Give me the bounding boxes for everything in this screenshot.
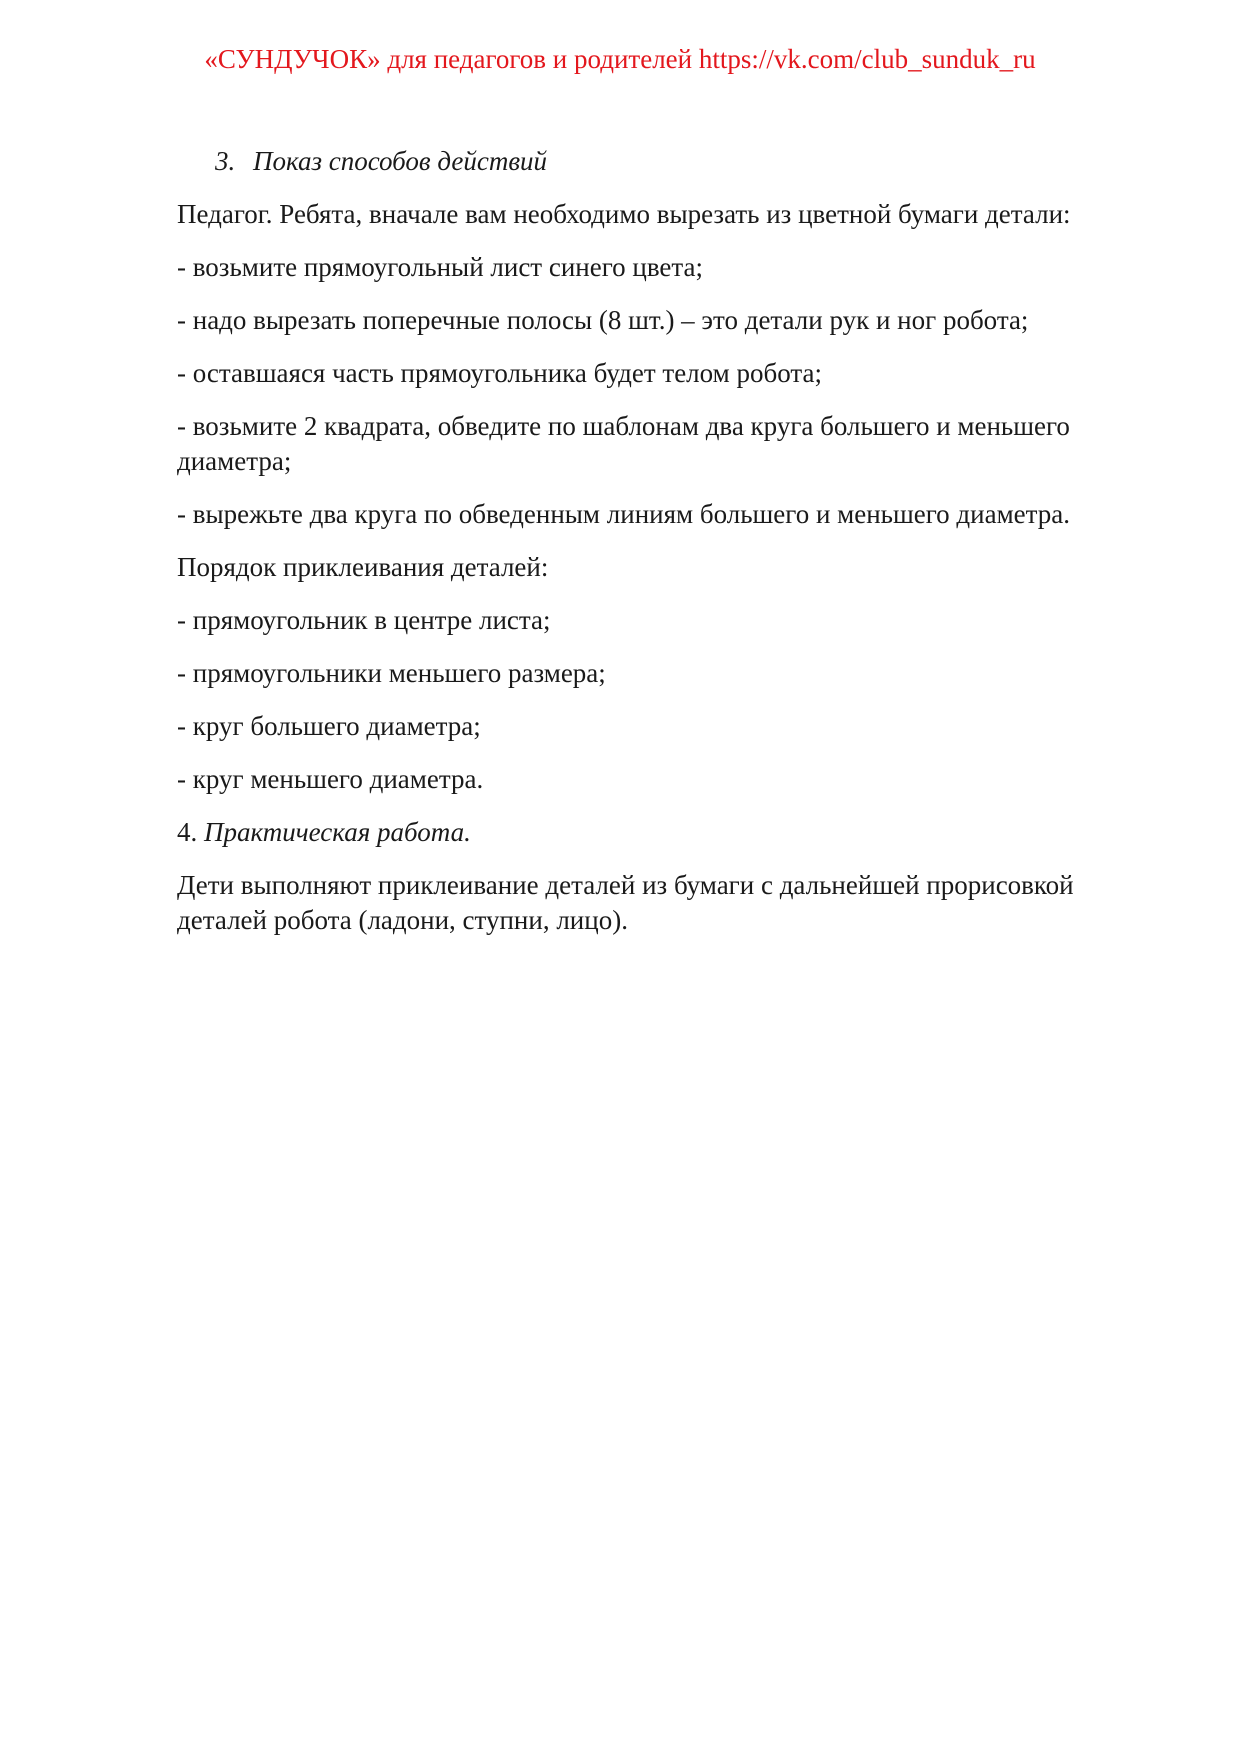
step-item: - надо вырезать поперечные полосы (8 шт.) – это детали рук и ног робота; bbox=[177, 305, 1029, 335]
order-item: - прямоугольники меньшего размера; bbox=[177, 658, 606, 688]
section-4-title: Практическая работа. bbox=[204, 817, 471, 847]
step-item: - вырежьте два круга по обведенным линиям большего и меньшего диаметра. bbox=[177, 499, 1071, 529]
section-3-heading bbox=[215, 144, 1167, 179]
intro-paragraph: Педагог. Ребята, вначале вам необходимо вырезать из цветной бумаги детали: bbox=[177, 199, 1071, 229]
page-header-link[interactable]: «СУНДУЧОК» для педагогов и родителей https://vk.com/club_sunduk_ru bbox=[204, 44, 1036, 74]
section-4-heading bbox=[177, 815, 1167, 850]
document-body bbox=[177, 144, 1167, 956]
step-item: - возьмите 2 квадрата, обведите по шаблонам два круга большего и меньшего диаметра; bbox=[177, 411, 1070, 476]
order-item: - круг большего диаметра; bbox=[177, 711, 481, 741]
order-title: Порядок приклеивания деталей: bbox=[177, 552, 549, 582]
order-item: - прямоугольник в центре листа; bbox=[177, 605, 551, 635]
section-4-number: 4. bbox=[177, 817, 198, 847]
step-item: - оставшаяся часть прямоугольника будет телом робота; bbox=[177, 358, 822, 388]
section-3-title: Показ способов действий bbox=[253, 146, 548, 176]
step-item: - возьмите прямоугольный лист синего цвета; bbox=[177, 252, 704, 282]
section-3-number: 3. bbox=[215, 146, 236, 176]
practical-paragraph: Дети выполняют приклеивание деталей из бумаги с дальнейшей прорисовкой деталей робота (ладони, ступни, лицо). bbox=[177, 870, 1074, 935]
order-item: - круг меньшего диаметра. bbox=[177, 764, 484, 794]
